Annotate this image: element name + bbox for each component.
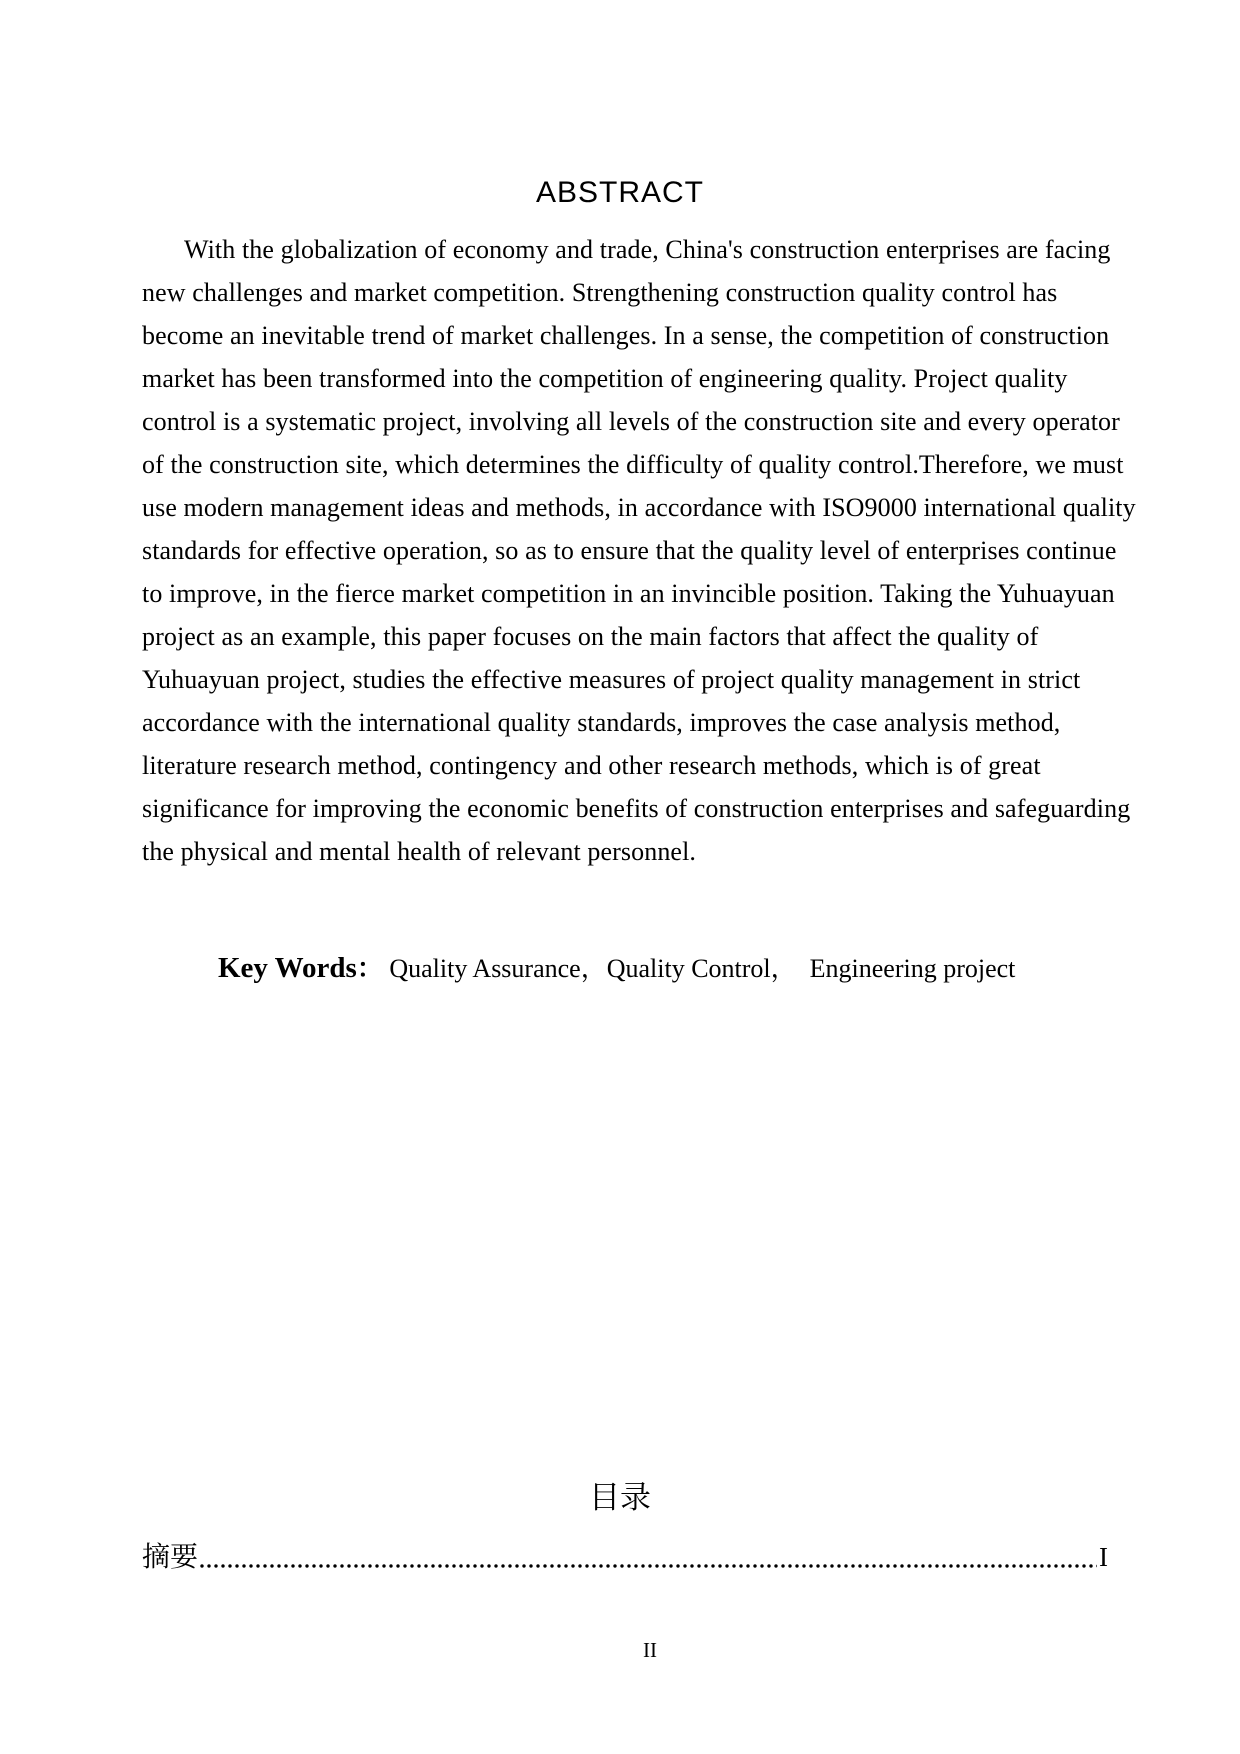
dot-leader: [200, 1563, 1097, 1569]
abstract-line: literature research method, contingency and other research methods, which is of great: [142, 751, 1041, 780]
toc-entry-row: [142, 1540, 1108, 1574]
abstract-line: significance for improving the economic benefits of construction enterprises and safeguarding: [142, 794, 1131, 823]
abstract-line: standards for effective operation, so as to ensure that the quality level of enterprises continue: [142, 536, 1117, 565]
abstract-line: of the construction site, which determines the difficulty of quality control.Therefore, we must: [142, 450, 1124, 479]
abstract-line: project as an example, this paper focuses on the main factors that affect the quality of: [142, 622, 1039, 651]
abstract-line: become an inevitable trend of market challenges. In a sense, the competition of construction: [142, 321, 1110, 350]
abstract-heading: ABSTRACT: [535, 176, 705, 209]
abstract-line: accordance with the international quality standards, improves the case analysis method,: [142, 708, 1061, 737]
keywords-colon: ：: [356, 954, 383, 983]
abstract-line: market has been transformed into the competition of engineering quality. Project quality: [142, 364, 1068, 393]
keywords-row: [142, 908, 1104, 1029]
keywords-text: Quality Assurance，Quality Control， Engineering project: [382, 954, 1016, 983]
toc-entry-page-number: I: [1099, 1542, 1108, 1572]
toc-heading: 目录: [589, 1480, 651, 1515]
abstract-paragraph: [142, 228, 1136, 873]
page-number: II: [643, 1638, 657, 1662]
abstract-line: With the globalization of economy and trade, China's construction enterprises are facing: [184, 235, 1111, 264]
abstract-line: Yuhuayuan project, studies the effective measures of project quality management in strict: [142, 665, 1081, 694]
abstract-line: use modern management ideas and methods, in accordance with ISO9000 international quality: [142, 493, 1136, 522]
abstract-line: control is a systematic project, involving all levels of the construction site and every operator: [142, 407, 1120, 436]
abstract-line: new challenges and market competition. Strengthening construction quality control has: [142, 278, 1058, 307]
keywords-label: Key Words: [218, 952, 357, 984]
toc-entry-label: 摘要: [142, 1541, 199, 1572]
abstract-line: to improve, in the fierce market competition in an invincible position. Taking the Yuhuayuan: [142, 579, 1115, 608]
abstract-line: the physical and mental health of relevant personnel.: [142, 837, 696, 866]
